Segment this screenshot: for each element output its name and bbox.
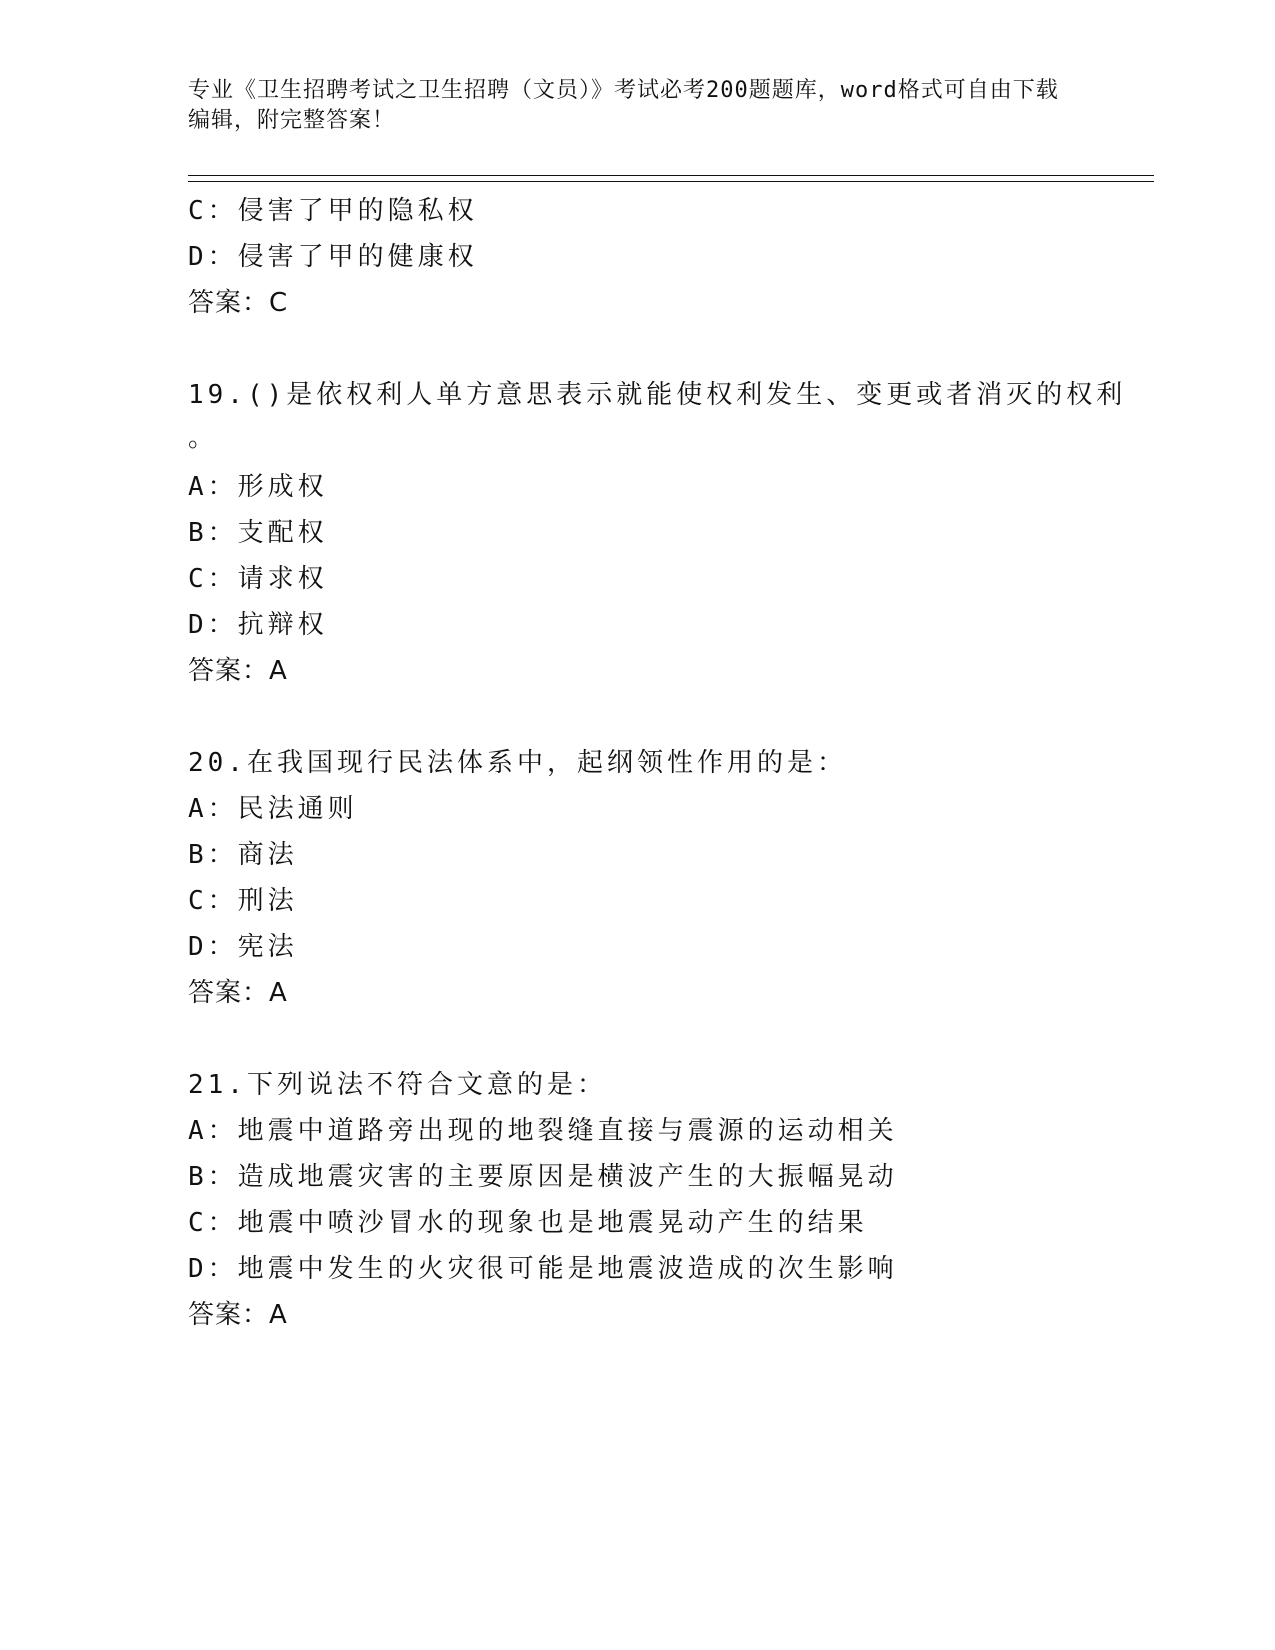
question-stem: 20.在我国现行民法体系中，起纲领性作用的是： xyxy=(188,748,847,778)
option-c: C：地震中喷沙冒水的现象也是地震晃动产生的结果 xyxy=(188,1208,868,1238)
option-d: D：地震中发生的火灾很可能是地震波造成的次生影响 xyxy=(188,1254,898,1284)
option-c: C：请求权 xyxy=(188,564,328,594)
header-rule-top xyxy=(188,175,1154,176)
header-rule-bottom xyxy=(188,181,1154,182)
spacer xyxy=(188,326,1088,372)
option-b: B：支配权 xyxy=(188,518,328,548)
answer-line: 答案：A xyxy=(188,978,288,1008)
option-b: B：造成地震灾害的主要原因是横波产生的大振幅晃动 xyxy=(188,1162,898,1192)
question-content xyxy=(188,188,1127,1338)
option-a: A：地震中道路旁出现的地裂缝直接与震源的运动相关 xyxy=(188,1116,898,1146)
option-a: A：形成权 xyxy=(188,472,328,502)
question-stem: 21.下列说法不符合文意的是： xyxy=(188,1070,607,1100)
answer-line: 答案：C xyxy=(188,288,289,318)
spacer xyxy=(188,1016,1088,1062)
option-a: A：民法通则 xyxy=(188,794,358,824)
answer-line: 答案：A xyxy=(188,656,288,686)
spacer xyxy=(188,694,1088,740)
question-stem-continuation: 。 xyxy=(188,423,219,453)
option-d: D：宪法 xyxy=(188,932,298,962)
option-d: D：抗辩权 xyxy=(188,610,328,640)
option-d: D：侵害了甲的健康权 xyxy=(188,242,478,272)
option-b: B：商法 xyxy=(188,840,298,870)
option-c: C：侵害了甲的隐私权 xyxy=(188,196,478,226)
answer-line: 答案：A xyxy=(188,1300,288,1330)
document-header: 专业《卫生招聘考试之卫生招聘（文员）》考试必考200题题库，word格式可自由下载编辑，附完整答案！ xyxy=(188,78,1059,133)
option-c: C：刑法 xyxy=(188,886,298,916)
question-stem: 19.()是依权利人单方意思表示就能使权利发生、变更或者消灭的权利 xyxy=(188,380,1127,410)
